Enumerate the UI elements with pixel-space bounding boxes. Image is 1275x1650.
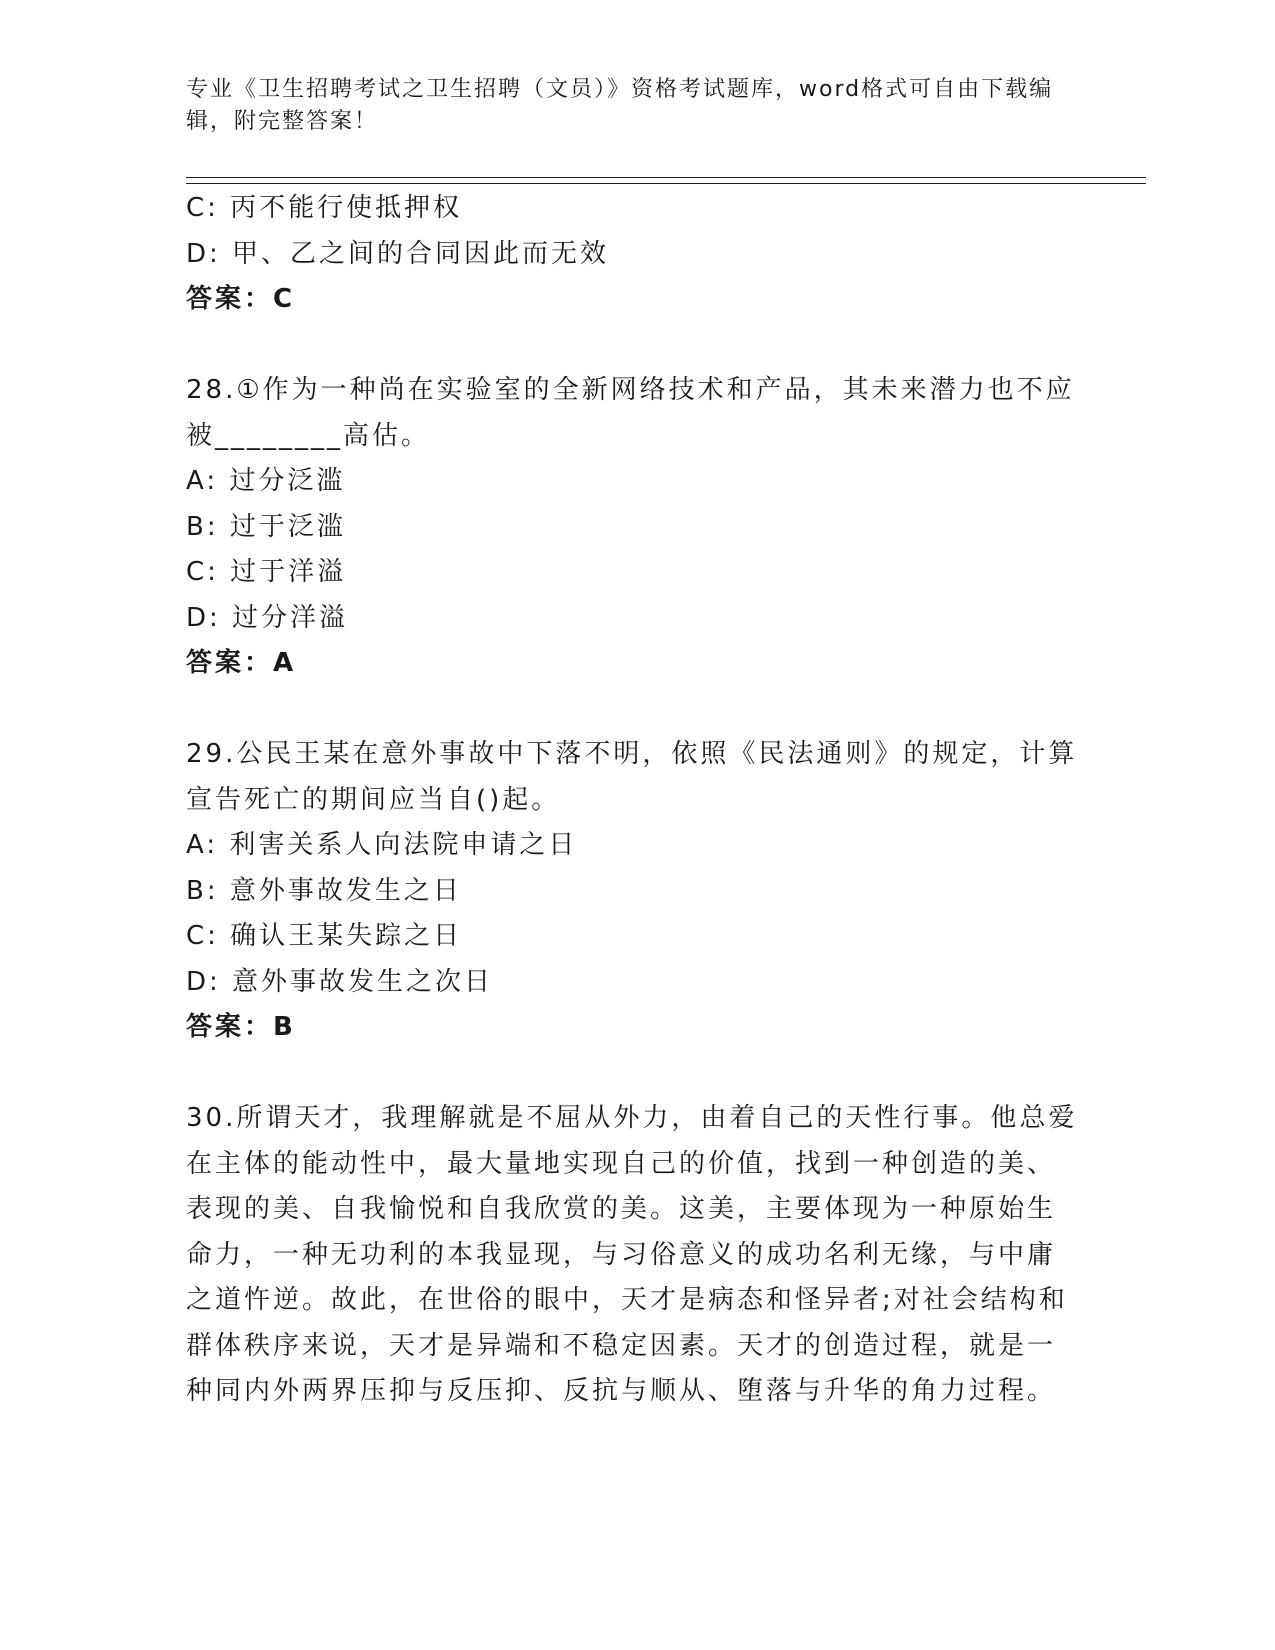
prev-question-block	[186, 186, 1086, 323]
option-a: A: 利害关系人向法院申请之日	[186, 830, 578, 860]
option-c: C: 丙不能行使抵押权	[186, 193, 463, 223]
option-d: D: 甲、乙之间的合同因此而无效	[186, 238, 610, 269]
question-stem: 29.公民王某在意外事故中下落不明，依照《民法通则》的规定，计算	[186, 739, 1078, 769]
question-content	[186, 186, 1086, 1415]
question-30	[186, 1096, 1086, 1415]
option-c: C: 确认王某失踪之日	[186, 921, 463, 951]
option-a: A: 过分泛滥	[186, 466, 346, 496]
header-text: 专业《卫生招聘考试之卫生招聘（文员）》资格考试题库，word格式可自由下载编辑，附完整答案！	[186, 77, 1054, 134]
spacer	[186, 1051, 1086, 1097]
passage-line: 在主体的能动性中，最大量地实现自己的价值，找到一种创造的美、	[186, 1148, 1057, 1179]
passage-line: 种同内外两界压抑与反压抑、反抗与顺从、堕落与升华的角力过程。	[186, 1376, 1057, 1406]
header-divider-top	[186, 177, 1146, 178]
question-28	[186, 368, 1086, 687]
option-d: D: 过分洋溢	[186, 602, 349, 633]
option-c: C: 过于洋溢	[186, 557, 347, 587]
passage-line: 之道忤逆。故此，在世俗的眼中，天才是病态和怪异者;对社会结构和	[186, 1285, 1068, 1315]
question-stem: 28.①作为一种尚在实验室的全新网络技术和产品，其未来潜力也不应	[186, 375, 1075, 405]
document-header	[186, 74, 1066, 138]
passage-line: 群体秩序来说，天才是异端和不稳定因素。天才的创造过程，就是一	[186, 1330, 1057, 1361]
spacer	[186, 323, 1086, 369]
spacer	[186, 687, 1086, 733]
passage-line: 30.所谓天才，我理解就是不屈从外力，由着自己的天性行事。他总爱	[186, 1103, 1078, 1133]
question-29	[186, 732, 1086, 1051]
question-stem: 宣告死亡的期间应当自()起。	[186, 784, 561, 815]
option-d: D: 意外事故发生之次日	[186, 966, 494, 997]
passage-line: 命力，一种无功利的本我显现，与习俗意义的成功名利无缘，与中庸	[186, 1239, 1057, 1270]
answer-label: 答案：C	[186, 284, 296, 314]
answer-label: 答案：A	[186, 648, 297, 678]
answer-label: 答案：B	[186, 1012, 296, 1042]
option-b: B: 过于泛滥	[186, 511, 346, 542]
header-divider-bottom	[186, 183, 1146, 184]
option-b: B: 意外事故发生之日	[186, 875, 462, 906]
passage-line: 表现的美、自我愉悦和自我欣赏的美。这美，主要体现为一种原始生	[186, 1194, 1057, 1224]
question-stem: 被________高估。	[186, 420, 431, 451]
